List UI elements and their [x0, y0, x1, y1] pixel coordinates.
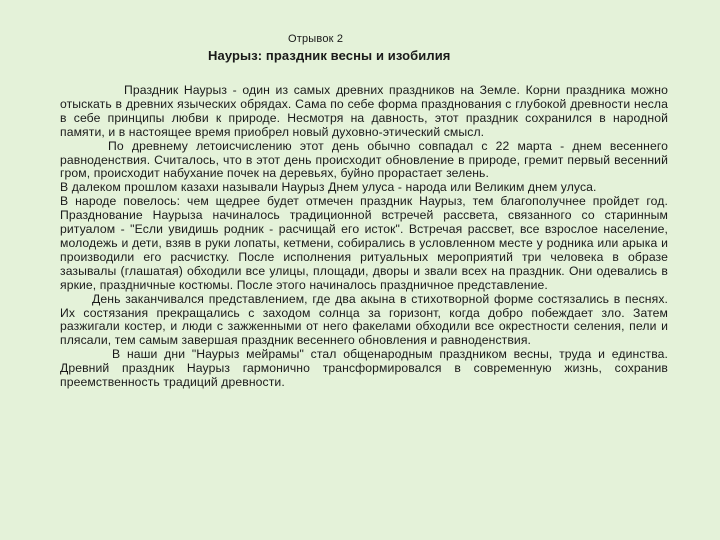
excerpt-label: Отрывок 2	[288, 33, 344, 45]
body-text	[60, 84, 668, 390]
paragraph-modern: В наши дни "Наурыз мейрамы" стал общенародным праздником весны, труда и единства. Древний праздник Наурыз гармонично трансформировался в современную жизнь, сохранив преемственность традиций древности.	[60, 347, 668, 390]
paragraph-origins: Праздник Наурыз - один из самых древних праздников на Земле. Корни праздника можно отыскать в древних языческих обрядах. Сама по себе форма празднования с глубокой древности несла в себе принципы любви к природе. Несмотря на давность, этот праздник сохранился в народной памяти, и в настоящее время приобрел новый духовно-этический смысл.	[60, 83, 668, 139]
paragraph-ulus: В далеком прошлом казахи называли Наурыз Днем улуса - народа или Великим днем улуса.	[60, 180, 597, 195]
paragraph-evening: День заканчивался представлением, где два акына в стихотворной форме состязались в песнях. Их состязания прекращались с заходом солнца за горизонт, когда добро побеждает зло. Затем разжигали костер, и люди с зажженными от него факелами обходили все окрестности селения, пели и плясали, тем самым завершая праздник весеннего обновления и равноденствия.	[60, 291, 668, 348]
page-title: Наурыз: праздник весны и изобилия	[208, 48, 451, 63]
paragraph-ritual: В народе повелось: чем щедрее будет отмечен праздник Наурыз, тем благополучнее пройдет год. Празднование Наурыза начиналось традиционной встречей рассвета, связанного со старинным ритуалом - "Если увидишь родник - расчищай его исток". Встречая рассвет, все взрослое население, молодежь и дети, взяв в руки лопаты, кетмени, собирались в условленном месте у родника или арыка и производили его расчистку. После исполнения ритуальных мероприятий три человека в образе зазывалы (глашатая) обходили все улицы, площади, дворы и звали всех на праздник. Они одевались в яркие, праздничные костюмы. После этого начиналось праздничное представление.	[60, 194, 668, 292]
paragraph-equinox: По древнему летоисчислению этот день обычно совпадал с 22 марта - днем весеннего равноденствия. Считалось, что в этот день происходит обновление в природе, гремит первый весенний гром, происходит набухание почек на деревьях, буйно прорастает зелень.	[60, 138, 668, 181]
